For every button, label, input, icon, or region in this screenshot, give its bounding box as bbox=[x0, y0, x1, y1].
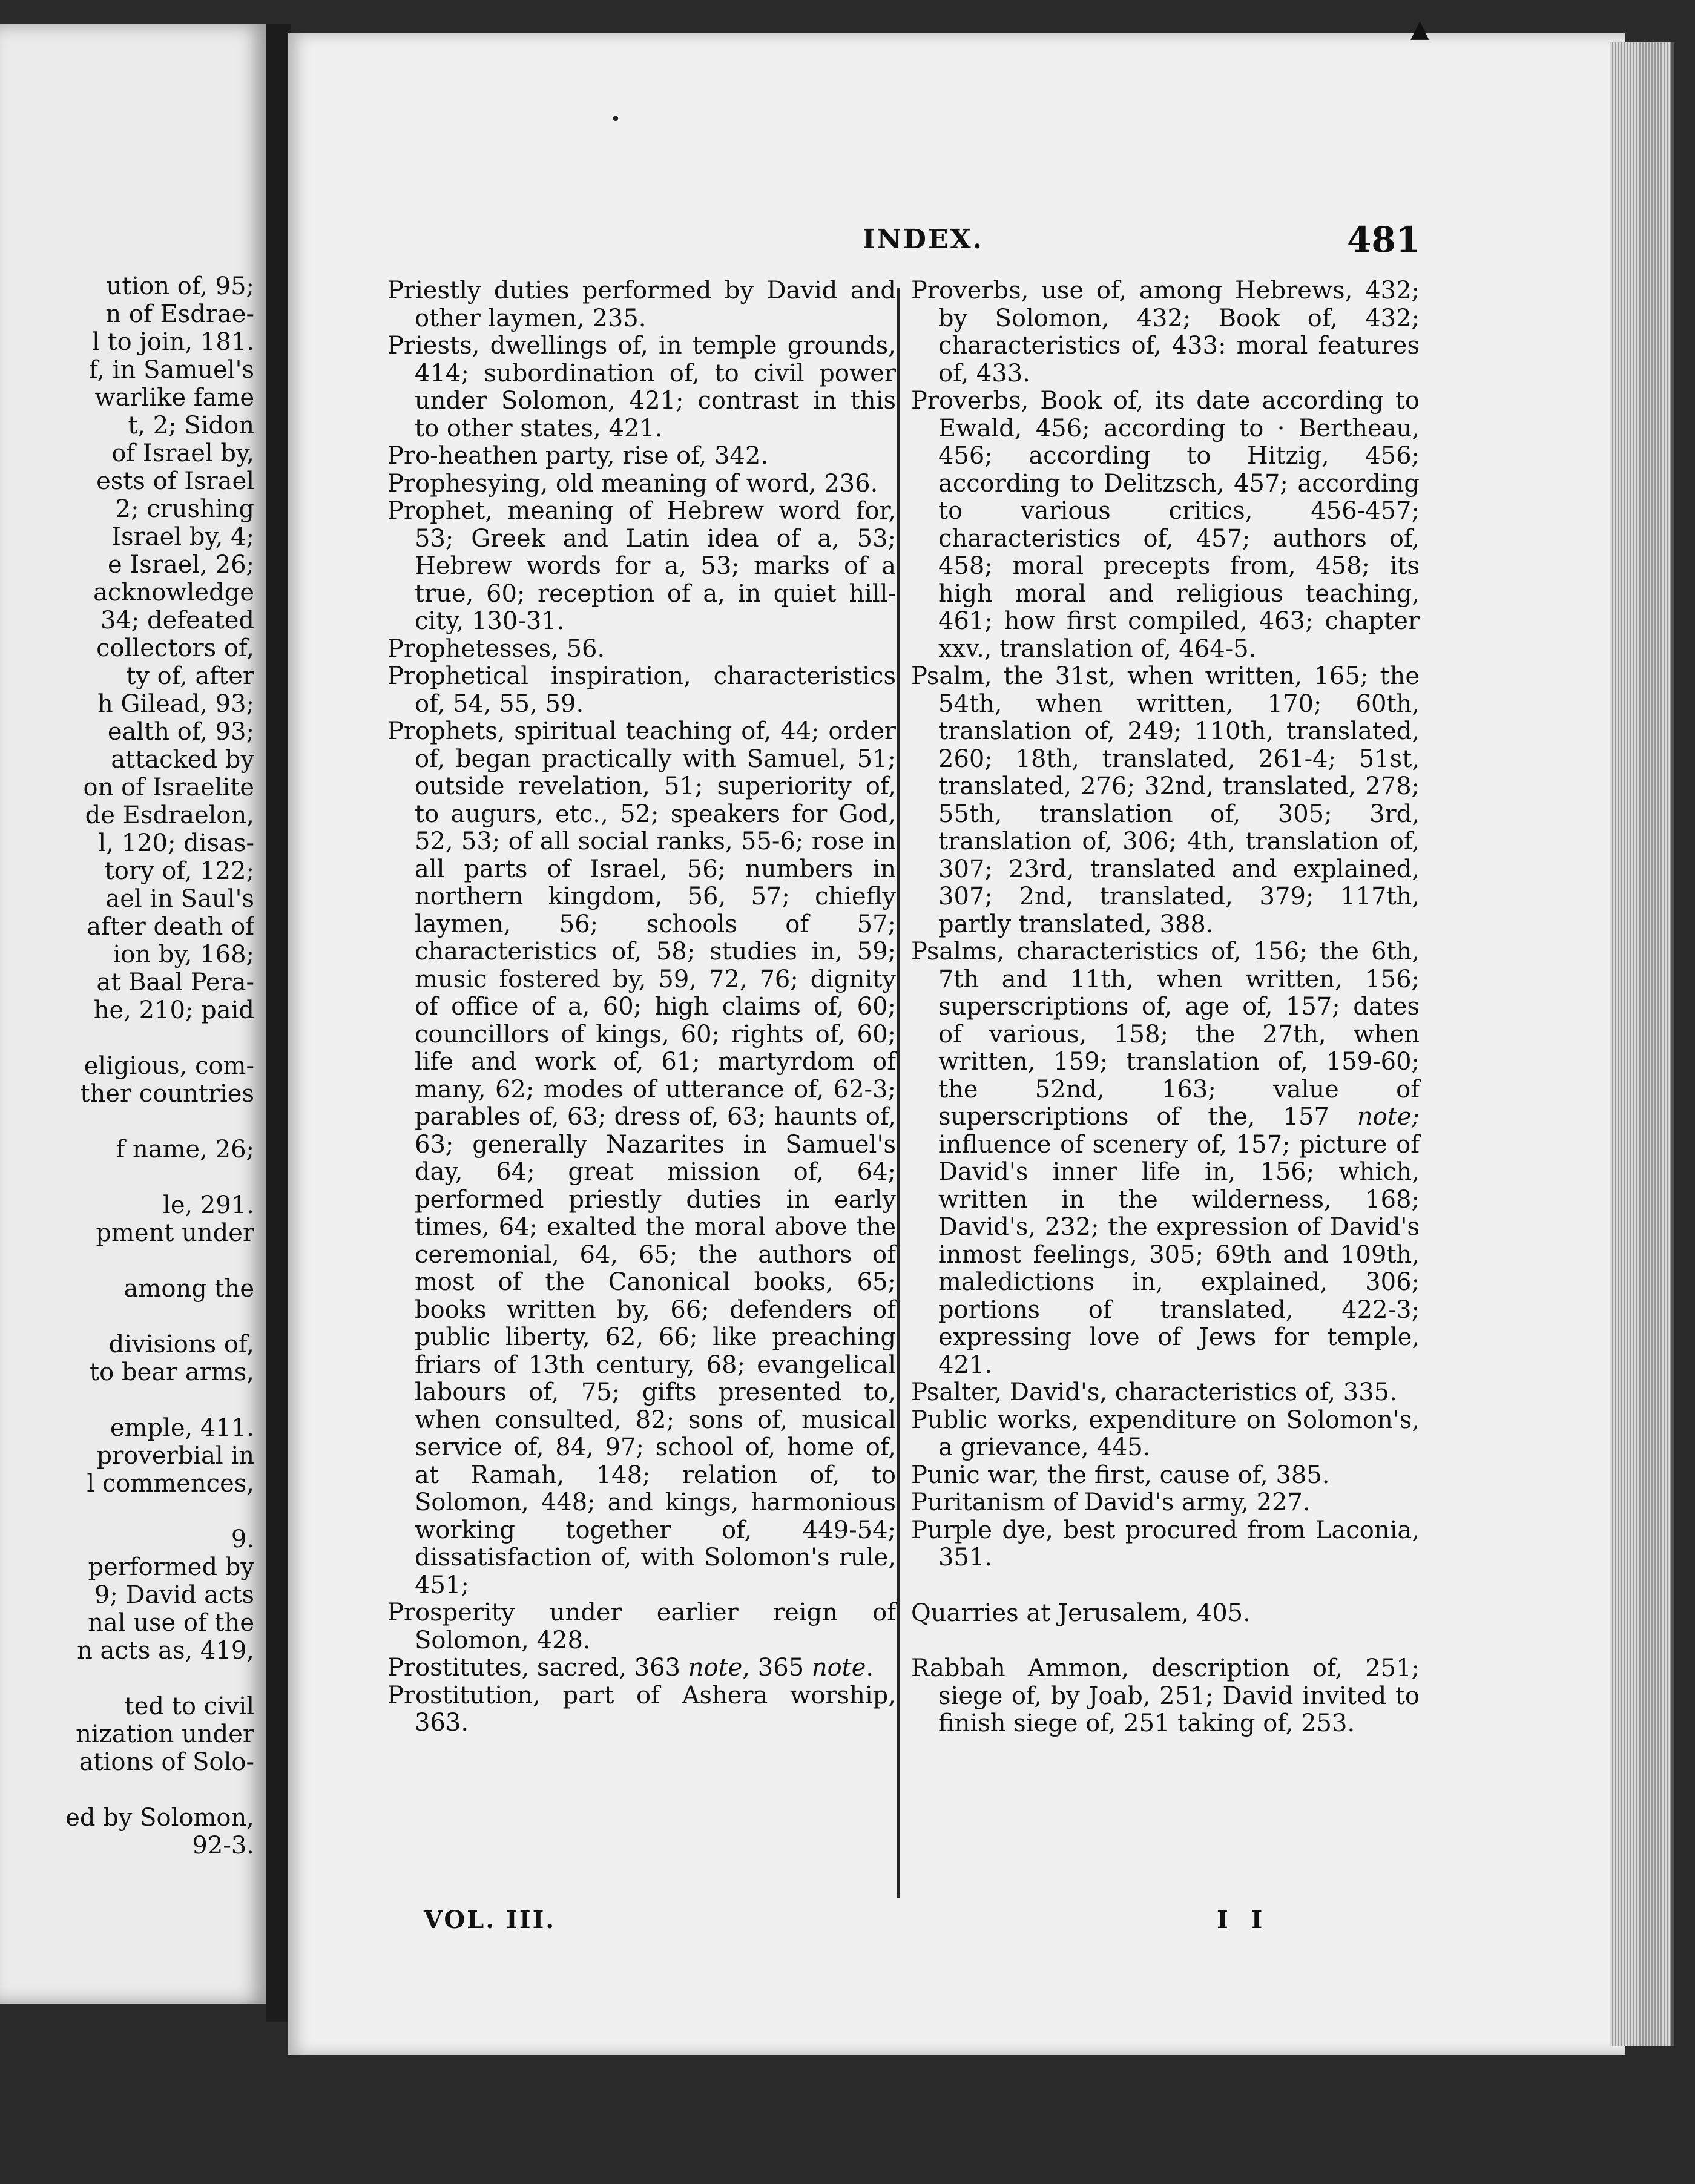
facing-page-line: nization under bbox=[76, 1720, 254, 1748]
facing-page-line: e Israel, 26; bbox=[108, 551, 254, 579]
entry-spacer bbox=[911, 1627, 1420, 1655]
facing-page-line: h Gilead, 93; bbox=[97, 690, 254, 718]
index-entry: Psalm, the 31st, when written, 165; the 54th, when written, 170; 60th, translation of, 249; 110th, translated, 260; 18th, translated, 261-4; 51st, translated, 276; 32nd, translated, 278; 55th, translation of, 305; 3rd, translation of, 306; 4th, translation of, 307; 23rd, translated and explained, 307; 2nd, translated, 379; 117th, partly translated, 388. bbox=[911, 662, 1420, 938]
facing-page-line: attacked by bbox=[111, 746, 254, 774]
facing-page-line: le, 291. bbox=[163, 1191, 254, 1219]
facing-page-line: of Israel by, bbox=[111, 439, 254, 467]
facing-page-line: performed by bbox=[88, 1553, 254, 1581]
facing-page-line: warlike fame bbox=[94, 384, 254, 412]
index-entry: Public works, expenditure on Solomon's, a grievance, 445. bbox=[911, 1406, 1420, 1461]
index-entry: Rabbah Ammon, description of, 251; siege of, by Joab, 251; David invited to finish siege of, 251 taking of, 253. bbox=[911, 1654, 1420, 1737]
facing-page-line: ael in Saul's bbox=[105, 885, 254, 913]
facing-page-line bbox=[0, 1108, 254, 1136]
facing-page-line: f name, 26; bbox=[116, 1136, 254, 1163]
index-entry: Prophet, meaning of Hebrew word for, 53; Greek and Latin idea of a, 53; Hebrew words for a, 53; marks of a true, 60; reception of a, in quiet hill-city, 130-31. bbox=[387, 497, 896, 635]
facing-page-line bbox=[0, 1386, 254, 1414]
index-entry: Prostitutes, sacred, 363 note, 365 note. bbox=[387, 1654, 874, 1682]
facing-page-line: nal use of the bbox=[88, 1609, 254, 1637]
volume-footer: VOL. III. bbox=[424, 1906, 556, 1934]
facing-page-line: ty of, after bbox=[126, 662, 254, 690]
facing-page-line: de Esdraelon, bbox=[85, 801, 254, 829]
page-number: 481 bbox=[1347, 219, 1421, 260]
facing-page-line: n acts as, 419, bbox=[77, 1637, 254, 1665]
facing-page-line: n of Esdrae- bbox=[105, 300, 254, 328]
facing-page-line: acknowledge bbox=[93, 579, 254, 607]
facing-page-line: ution of, 95; bbox=[106, 272, 254, 300]
column-rule bbox=[897, 288, 900, 1898]
facing-page-line bbox=[0, 1776, 254, 1804]
index-entry: Prosperity under earlier reign of Solomon, 428. bbox=[387, 1599, 896, 1654]
facing-page-line: divisions of, bbox=[108, 1330, 254, 1358]
facing-page-line: f, in Samuel's bbox=[88, 356, 254, 384]
page-edges bbox=[1610, 42, 1674, 2046]
facing-page-line bbox=[0, 1163, 254, 1191]
facing-page-line: ests of Israel bbox=[96, 467, 254, 495]
signature-mark: I I bbox=[1217, 1906, 1270, 1934]
facing-page-line bbox=[0, 1024, 254, 1052]
facing-page-line: he, 210; paid bbox=[93, 996, 254, 1024]
index-column-right bbox=[911, 277, 1420, 1738]
facing-page-line: ed by Solomon, bbox=[65, 1804, 254, 1832]
facing-page-line: 2; crushing bbox=[115, 495, 254, 523]
facing-page-line: t, 2; Sidon bbox=[128, 412, 254, 439]
facing-page-line bbox=[0, 1247, 254, 1275]
index-entry: Prophets, spiritual teaching of, 44; order of, began practically with Samuel, 51; outside revelation, 51; superiority of, to augurs, etc., 52; speakers for God, 52, 53; of all social ranks, 55-6; rose in all parts of Israel, 56; numbers in northern kingdom, 56, 57; chiefly laymen, 56; schools of 57; characteristics of, 58; studies in, 59; music fostered by, 59, 72, 76; dignity of office of a, 60; high claims of, 60; councillors of kings, 60; rights of, 60; life and work of, 61; martyrdom of many, 62; modes of utterance of, 62-3; parables of, 63; dress of, 63; haunts of, 63; generally Nazarites in Samuel's day, 64; great mission of, 64; performed priestly duties in early times, 64; exalted the moral above the ceremonial, 64, 65; the authors of most of the Canonical books, 65; books written by, 66; defenders of public liberty, 62, 66; like preaching friars of 13th century, 68; evangelical labours of, 75; gifts presented to, when consulted, 82; sons of, musical service of, 84, 97; school of, home of, at Ramah, 148; relation of, to Solomon, 448; and kings, harmonious working together of, 449-54; dissatisfaction of, with Solomon's rule, 451; bbox=[387, 717, 896, 1599]
index-entry: Proverbs, Book of, its date according to Ewald, 456; according to · Bertheau, 456; according to Hitzig, 456; according to Delitzsch, 457; according to various critics, 456-457; characteristics of, 457; authors of, 458; moral precepts from, 458; its high moral and religious teaching, 461; how first compiled, 463; chapter xxv., translation of, 464-5. bbox=[911, 387, 1420, 663]
facing-page-line: to bear arms, bbox=[90, 1358, 254, 1386]
ink-dot-icon: • bbox=[610, 109, 621, 130]
facing-page-line: 92-3. bbox=[192, 1832, 254, 1860]
index-entry: Priestly duties performed by David and other laymen, 235. bbox=[387, 277, 896, 332]
index-entry: Prophetical inspiration, characteristics of, 54, 55, 59. bbox=[387, 662, 896, 718]
facing-page-text bbox=[0, 272, 254, 1860]
index-entry: Proverbs, use of, among Hebrews, 432; by Solomon, 432; Book of, 432; characteristics of, 433: moral features of, 433. bbox=[911, 277, 1420, 387]
facing-page-line: eligious, com- bbox=[84, 1052, 254, 1080]
facing-page-line: l, 120; disas- bbox=[98, 829, 254, 857]
facing-page-line: 34; defeated bbox=[100, 607, 254, 634]
corner-mark-icon: ▲ bbox=[1410, 15, 1429, 43]
index-entry: Prostitution, part of Ashera worship, 363. bbox=[387, 1681, 896, 1737]
facing-page-line bbox=[0, 1498, 254, 1525]
facing-page-line bbox=[0, 1665, 254, 1692]
facing-page-line: l to join, 181. bbox=[92, 328, 254, 356]
index-column-left bbox=[387, 277, 896, 1737]
facing-page-line: ations of Solo- bbox=[79, 1748, 254, 1776]
facing-page-line: ther countries bbox=[80, 1080, 254, 1108]
running-head: INDEX. bbox=[863, 224, 984, 255]
index-entry: Pro-heathen party, rise of, 342. bbox=[387, 442, 769, 470]
index-entry: Quarries at Jerusalem, 405. bbox=[911, 1599, 1251, 1627]
facing-page bbox=[0, 24, 266, 2004]
facing-page-line: after death of bbox=[87, 913, 254, 941]
facing-page-line: tory of, 122; bbox=[104, 857, 254, 885]
index-entry: Puritanism of David's army, 227. bbox=[911, 1488, 1311, 1516]
facing-page-line: at Baal Pera- bbox=[96, 969, 254, 996]
facing-page-line: ion by, 168; bbox=[113, 941, 254, 969]
facing-page-line: l commences, bbox=[87, 1470, 254, 1498]
facing-page-line bbox=[0, 1303, 254, 1330]
facing-page-line: pment under bbox=[96, 1219, 254, 1247]
facing-page-line: emple, 411. bbox=[110, 1414, 254, 1442]
entry-spacer bbox=[911, 1572, 1420, 1600]
index-entry: Prophesying, old meaning of word, 236. bbox=[387, 469, 878, 498]
index-entry: Prophetesses, 56. bbox=[387, 634, 605, 663]
facing-page-line: Israel by, 4; bbox=[111, 523, 254, 551]
facing-page-line: on of Israelite bbox=[83, 774, 254, 801]
facing-page-line: proverbial in bbox=[96, 1442, 254, 1470]
facing-page-line: collectors of, bbox=[96, 634, 254, 662]
index-entry: Psalter, David's, characteristics of, 335. bbox=[911, 1378, 1397, 1406]
facing-page-line: ted to civil bbox=[124, 1692, 254, 1720]
book-gutter bbox=[266, 24, 291, 2022]
facing-page-line: 9. bbox=[231, 1525, 254, 1553]
index-entry: Psalms, characteristics of, 156; the 6th, 7th and 11th, when written, 156; superscriptions of, age of, 157; dates of various, 158; the 27th, when written, 159; translation of, 159-60; the 52nd, 163; value of superscriptions of the, 157 note; influence of scenery of, 157; picture of David's inner life in, 156; which, written in the wilderness, 168; David's, 232; the expression of David's inmost feelings, 305; 69th and 109th, maledictions in, explained, 306; portions of translated, 422-3; expressing love of Jews for temple, 421. bbox=[911, 938, 1420, 1379]
facing-page-line: among the bbox=[123, 1275, 254, 1303]
facing-page-line: 9; David acts bbox=[94, 1581, 254, 1609]
index-entry: Purple dye, best procured from Laconia, 351. bbox=[911, 1516, 1420, 1571]
facing-page-line: ealth of, 93; bbox=[107, 718, 254, 746]
index-entry: Priests, dwellings of, in temple grounds, 414; subordination of, to civil power under Solomon, 421; contrast in this to other states, 421. bbox=[387, 332, 896, 442]
index-entry: Punic war, the first, cause of, 385. bbox=[911, 1461, 1330, 1489]
